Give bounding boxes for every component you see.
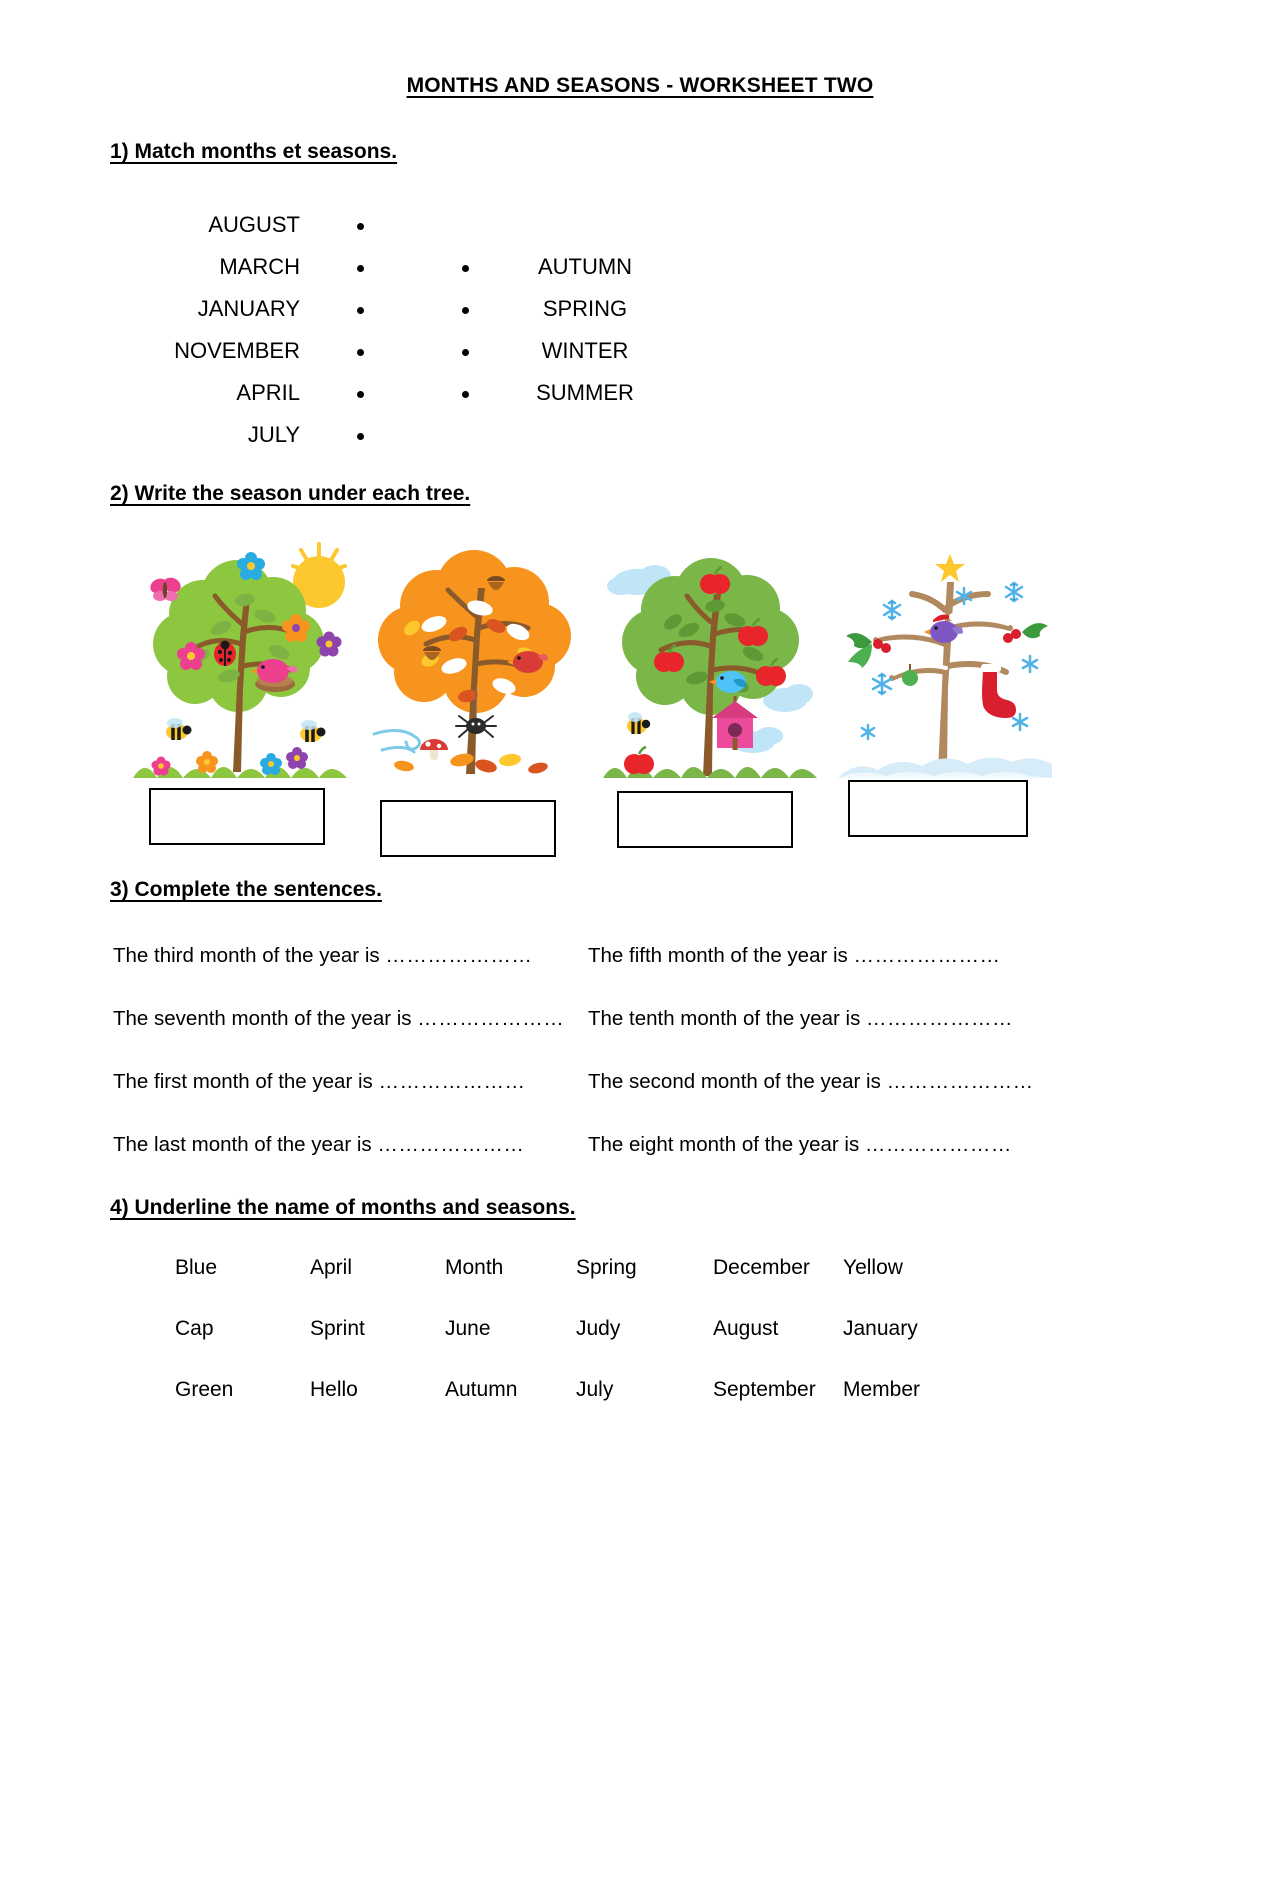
word-grid xyxy=(175,1256,1280,1402)
sentence-text: The last month of the year is xyxy=(113,1133,378,1156)
match-season-dot[interactable] xyxy=(420,330,510,372)
season-answer-boxes xyxy=(133,778,1280,868)
sentence-row xyxy=(113,1070,1063,1094)
bullet-icon xyxy=(357,391,364,398)
sentence-left xyxy=(113,1007,588,1031)
match-month-dot[interactable] xyxy=(300,246,420,288)
match-season-dot[interactable] xyxy=(420,372,510,414)
worksheet-page xyxy=(0,74,1280,1885)
match-month-dot[interactable] xyxy=(300,204,420,246)
word-item[interactable]: Sprint xyxy=(310,1317,365,1340)
season-answer-box-4[interactable] xyxy=(848,780,1028,837)
sentence-text: The seventh month of the year is xyxy=(113,1007,418,1030)
match-month-label: APRIL xyxy=(236,380,300,405)
season-answer-box-1[interactable] xyxy=(149,788,325,845)
word-item[interactable]: Month xyxy=(445,1256,504,1279)
match-season-label-empty xyxy=(510,414,620,456)
exercise-1-heading: 1) Match months et seasons. xyxy=(110,140,398,163)
match-season-dot[interactable] xyxy=(420,246,510,288)
blank-dots[interactable]: ………………… xyxy=(866,1007,1014,1030)
sentence-text: The tenth month of the year is xyxy=(588,1007,867,1030)
match-season-label: AUTUMN xyxy=(537,254,633,279)
match-season-label: SUMMER xyxy=(536,380,634,405)
word-item[interactable]: April xyxy=(310,1256,353,1279)
bullet-icon xyxy=(357,433,364,440)
match-season-label: SPRING xyxy=(542,296,628,321)
word-item[interactable]: Blue xyxy=(175,1256,218,1279)
word-item[interactable]: Yellow xyxy=(843,1256,903,1279)
match-month-dot[interactable] xyxy=(300,330,420,372)
sentence-row xyxy=(113,1007,1063,1031)
exercise-1-section xyxy=(0,140,1280,456)
sentence-grid xyxy=(113,944,1063,1157)
word-item[interactable]: June xyxy=(445,1317,491,1340)
match-season-label-empty xyxy=(510,204,620,246)
match-month-label: AUGUST xyxy=(208,212,300,237)
exercise-2-heading: 2) Write the season under each tree. xyxy=(110,482,471,505)
bullet-icon xyxy=(357,307,364,314)
summer-tree-image xyxy=(603,536,817,778)
spring-tree-image xyxy=(133,536,347,778)
sentence-left xyxy=(113,1133,588,1157)
exercise-4-section xyxy=(0,1196,1280,1402)
match-season-dot-empty xyxy=(420,204,510,246)
match-season-dot-empty xyxy=(420,414,510,456)
match-month-dot[interactable] xyxy=(300,414,420,456)
sentence-right xyxy=(588,1007,1063,1031)
word-item[interactable]: Green xyxy=(175,1378,234,1401)
bullet-icon xyxy=(462,391,469,398)
blank-dots[interactable]: ………………… xyxy=(417,1007,565,1030)
blank-dots[interactable]: ………………… xyxy=(853,944,1001,967)
exercise-3-section xyxy=(0,878,1280,1157)
word-item[interactable]: Judy xyxy=(576,1317,621,1340)
page-title: MONTHS AND SEASONS - WORKSHEET TWO xyxy=(406,74,874,97)
exercise-2-section xyxy=(0,482,1280,868)
match-month-label: MARCH xyxy=(219,254,300,279)
word-item[interactable]: January xyxy=(843,1317,918,1340)
word-item[interactable]: August xyxy=(713,1317,779,1340)
word-item[interactable]: Cap xyxy=(175,1317,214,1340)
word-item[interactable]: Spring xyxy=(576,1256,637,1279)
bullet-icon xyxy=(462,307,469,314)
bullet-icon xyxy=(357,349,364,356)
tree-image-row xyxy=(133,536,1280,778)
match-month-label: NOVEMBER xyxy=(174,338,300,363)
word-item[interactable]: Autumn xyxy=(445,1378,518,1401)
blank-dots[interactable]: ………………… xyxy=(886,1070,1034,1093)
match-month-dot[interactable] xyxy=(300,372,420,414)
sentence-row xyxy=(113,944,1063,968)
winter-tree-image xyxy=(838,536,1052,778)
match-season-label: WINTER xyxy=(541,338,629,363)
season-answer-box-3[interactable] xyxy=(617,791,793,848)
sentence-left xyxy=(113,944,588,968)
sentence-text: The fifth month of the year is xyxy=(588,944,854,967)
word-item[interactable]: December xyxy=(713,1256,810,1279)
bullet-icon xyxy=(462,349,469,356)
sentence-text: The second month of the year is xyxy=(588,1070,887,1093)
blank-dots[interactable]: ………………… xyxy=(864,1133,1012,1156)
match-season-dot[interactable] xyxy=(420,288,510,330)
season-answer-box-2[interactable] xyxy=(380,800,556,857)
sentence-left xyxy=(113,1070,588,1094)
word-item[interactable]: Hello xyxy=(310,1378,358,1401)
sentence-text: The first month of the year is xyxy=(113,1070,379,1093)
sentence-text: The eight month of the year is xyxy=(588,1133,865,1156)
blank-dots[interactable]: ………………… xyxy=(378,1070,526,1093)
word-item[interactable]: July xyxy=(576,1378,614,1401)
autumn-tree-image xyxy=(368,536,582,778)
match-month-label: JULY xyxy=(247,422,300,447)
word-item[interactable]: September xyxy=(713,1378,816,1401)
sentence-right xyxy=(588,944,1063,968)
sentence-right xyxy=(588,1133,1063,1157)
sentence-row xyxy=(113,1133,1063,1157)
word-item[interactable]: Member xyxy=(843,1378,921,1401)
sentence-right xyxy=(588,1070,1063,1094)
exercise-3-heading: 3) Complete the sentences. xyxy=(110,878,382,901)
match-month-dot[interactable] xyxy=(300,288,420,330)
exercise-4-heading: 4) Underline the name of months and seasons. xyxy=(110,1196,576,1219)
blank-dots[interactable]: ………………… xyxy=(385,944,533,967)
bullet-icon xyxy=(357,223,364,230)
match-grid xyxy=(0,204,1280,456)
blank-dots[interactable]: ………………… xyxy=(377,1133,525,1156)
sentence-text: The third month of the year is xyxy=(113,944,386,967)
bullet-icon xyxy=(357,265,364,272)
bullet-icon xyxy=(462,265,469,272)
match-month-label: JANUARY xyxy=(197,296,300,321)
